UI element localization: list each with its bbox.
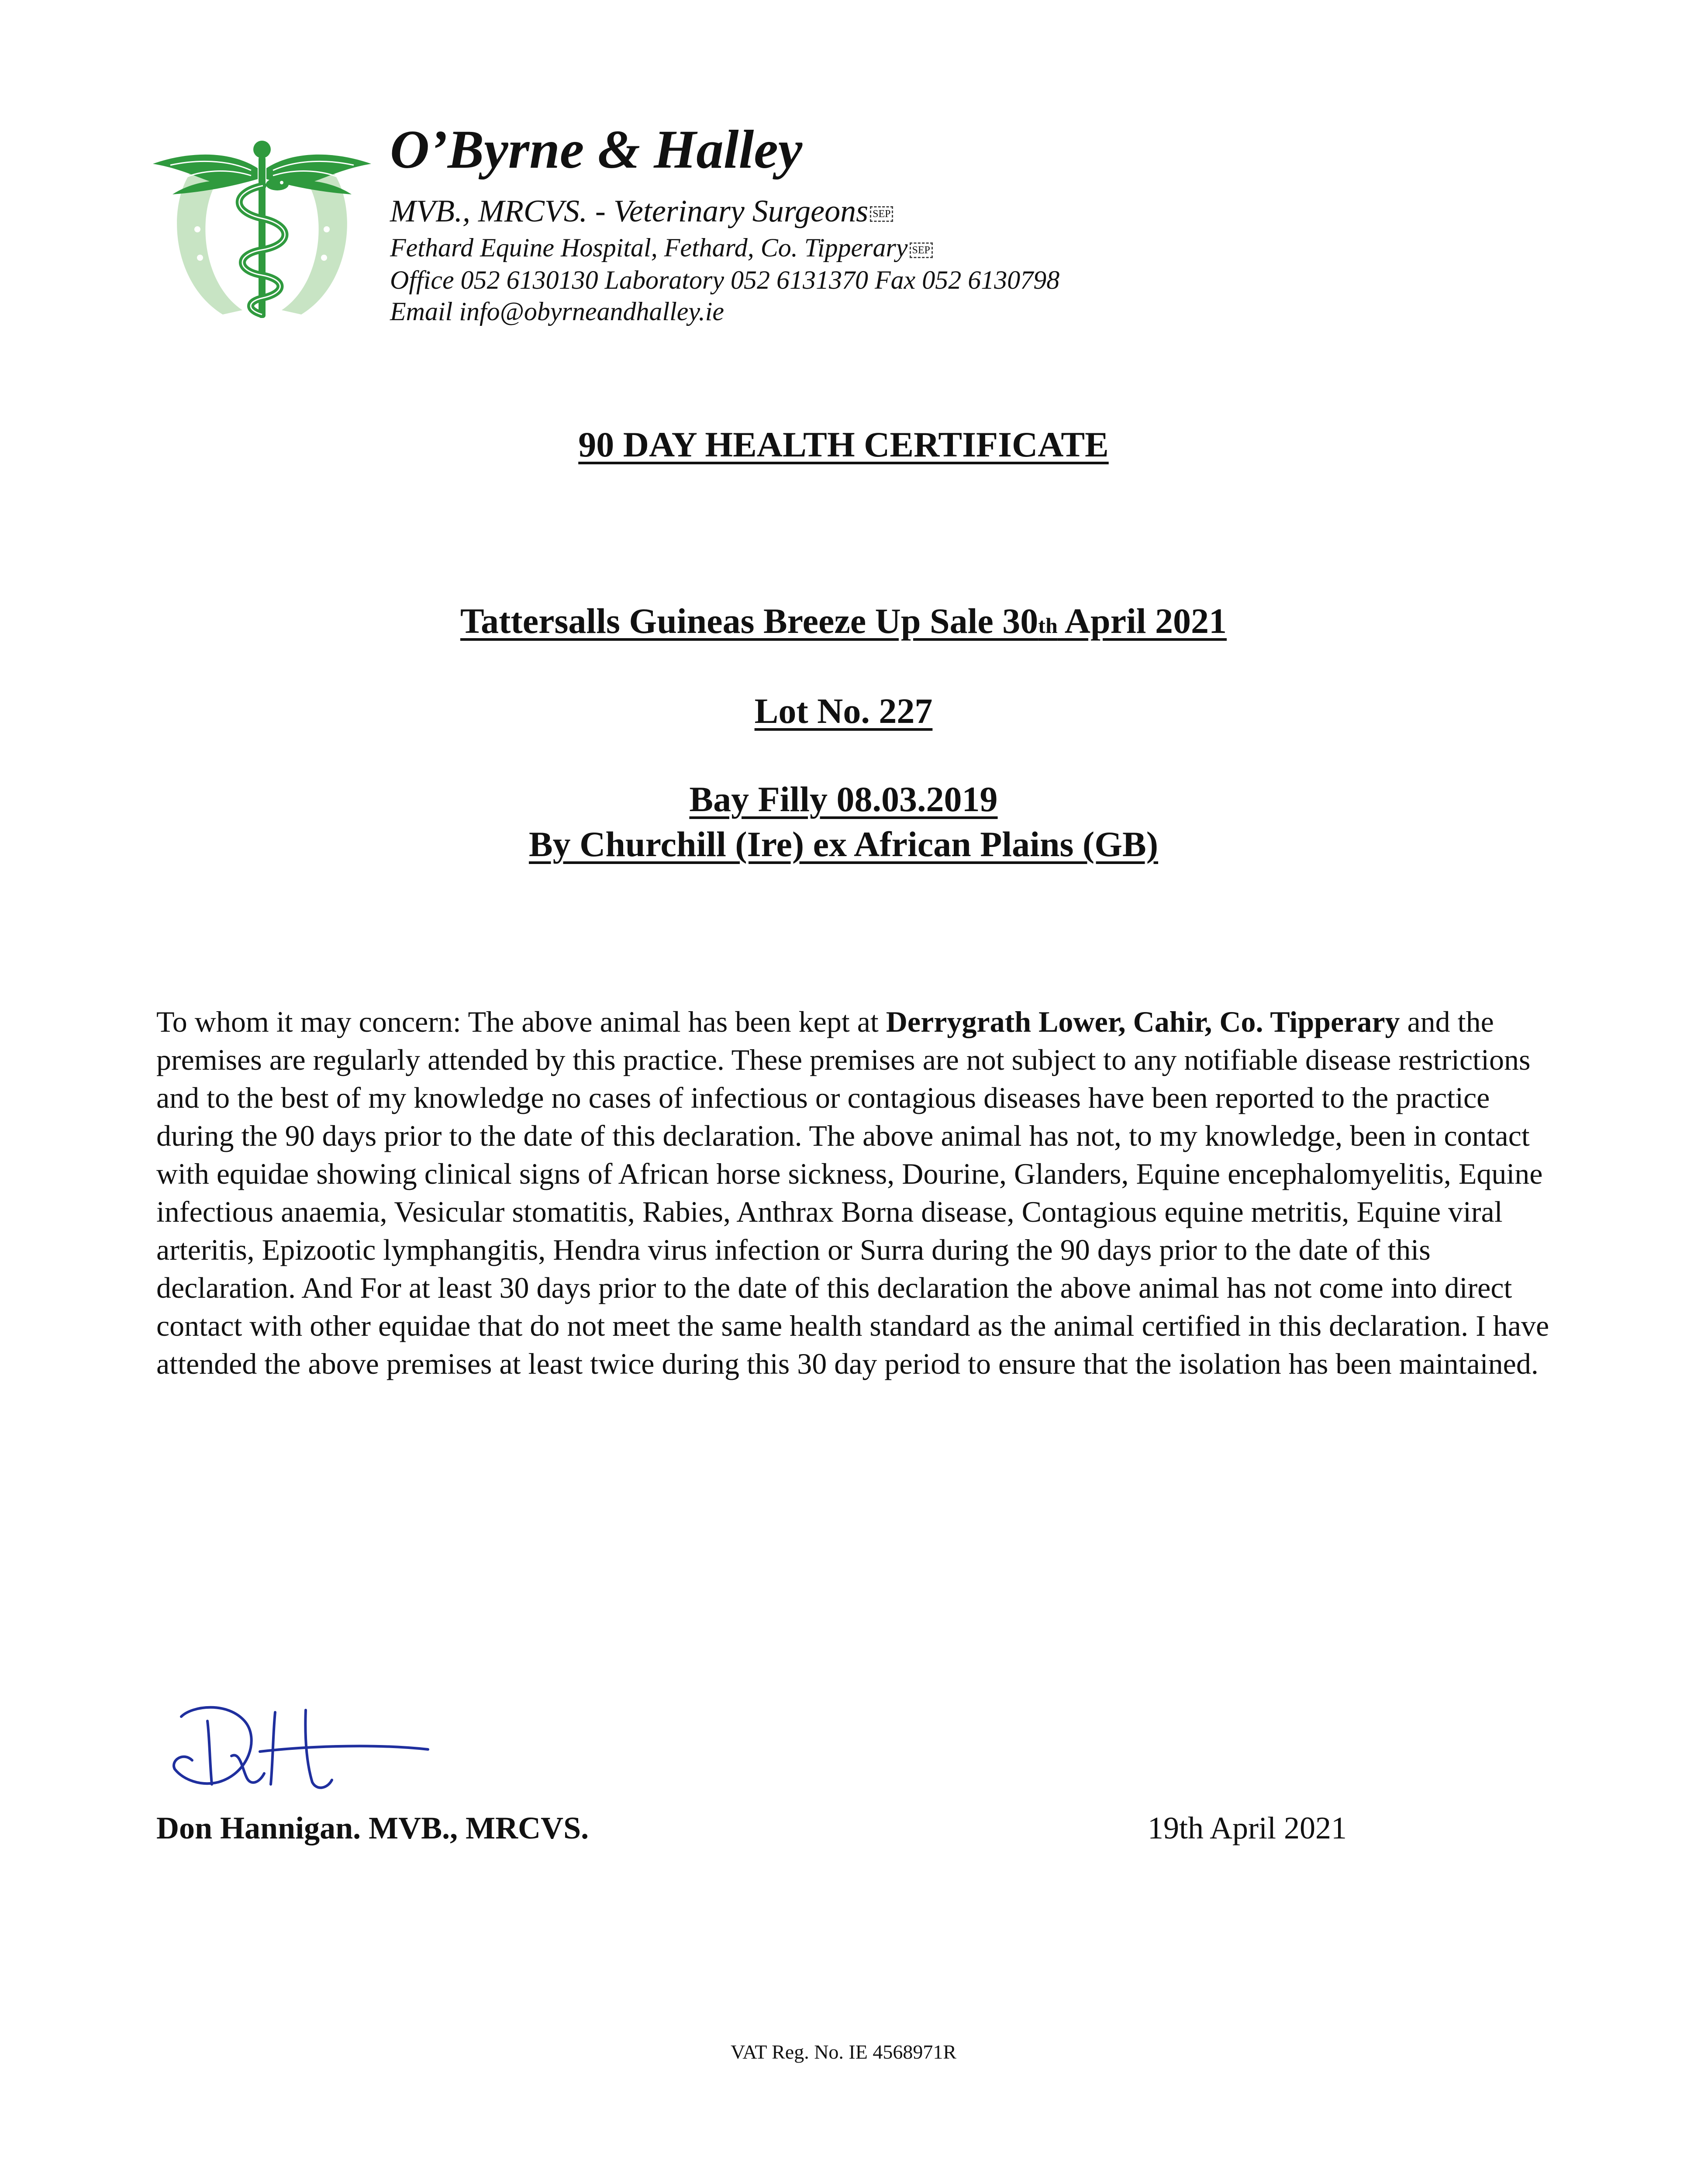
- handwritten-signature: [166, 1686, 445, 1808]
- practice-name: O’Byrne & Halley: [390, 120, 803, 180]
- separator-glyph: SEP: [910, 242, 933, 258]
- practice-phones: Office 052 6130130 Laboratory 052 6131370 Fax 052 6130798: [390, 266, 1060, 294]
- signatory-name: Don Hannigan. MVB., MRCVS.: [156, 1811, 589, 1845]
- sale-heading: Tattersalls Guineas Breeze Up Sale 30th April 2021: [460, 601, 1227, 641]
- practice-email: Email info@obyrneandhalley.ie: [390, 297, 724, 326]
- practice-qualifications: MVB., MRCVS. - Veterinary Surgeons SEP: [390, 191, 893, 231]
- animal-description: Bay Filly 08.03.2019: [689, 779, 998, 819]
- certificate-title: 90 DAY HEALTH CERTIFICATE: [578, 425, 1109, 464]
- declaration-date: 19th April 2021: [1148, 1811, 1347, 1845]
- caduceus-horseshoe-logo-icon: [148, 135, 376, 328]
- premises-name: Derrygrath Lower, Cahir, Co. Tipperary: [886, 1005, 1400, 1038]
- animal-breeding: By Churchill (Ire) ex African Plains (GB): [528, 824, 1159, 864]
- separator-glyph: SEP: [870, 206, 893, 222]
- declaration-text: To whom it may concern: The above animal has been kept at Derrygrath Lower, Cahir, Co. Tipperary and the premises are regularly attended by this practice. These premises are not subject to any notifiable disease restrictions and to the best of my knowledge no cases of infectious or contagious diseases have been reported to the practice during the 90 days prior to the date of this declaration. The above animal has not, to my knowledge, been in contact with equidae showing clinical signs of African horse sickness, Dourine, Glanders, Equine encephalomyelitis, Equine infectious anaemia, Vesicular stomatitis, Rabies, Anthrax Borna disease, Contagious equine metritis, Equine viral arteritis, Epizootic lymphangitis, Hendra virus infection or Surra during the 90 days prior to the date of this declaration. And For at least 30 days prior to the date of this declaration the above animal has not come into direct contact with other equidae that do not meet the same health standard as the animal certified in this declaration. I have attended the above premises at least twice during this 30 day period to ensure that the isolation has been maintained.: [156, 1005, 1549, 1380]
- vat-registration: VAT Reg. No. IE 4568971R: [730, 2041, 957, 2063]
- practice-address: Fethard Equine Hospital, Fethard, Co. Tipperary SEP: [390, 232, 933, 264]
- lot-number: Lot No. 227: [754, 691, 933, 731]
